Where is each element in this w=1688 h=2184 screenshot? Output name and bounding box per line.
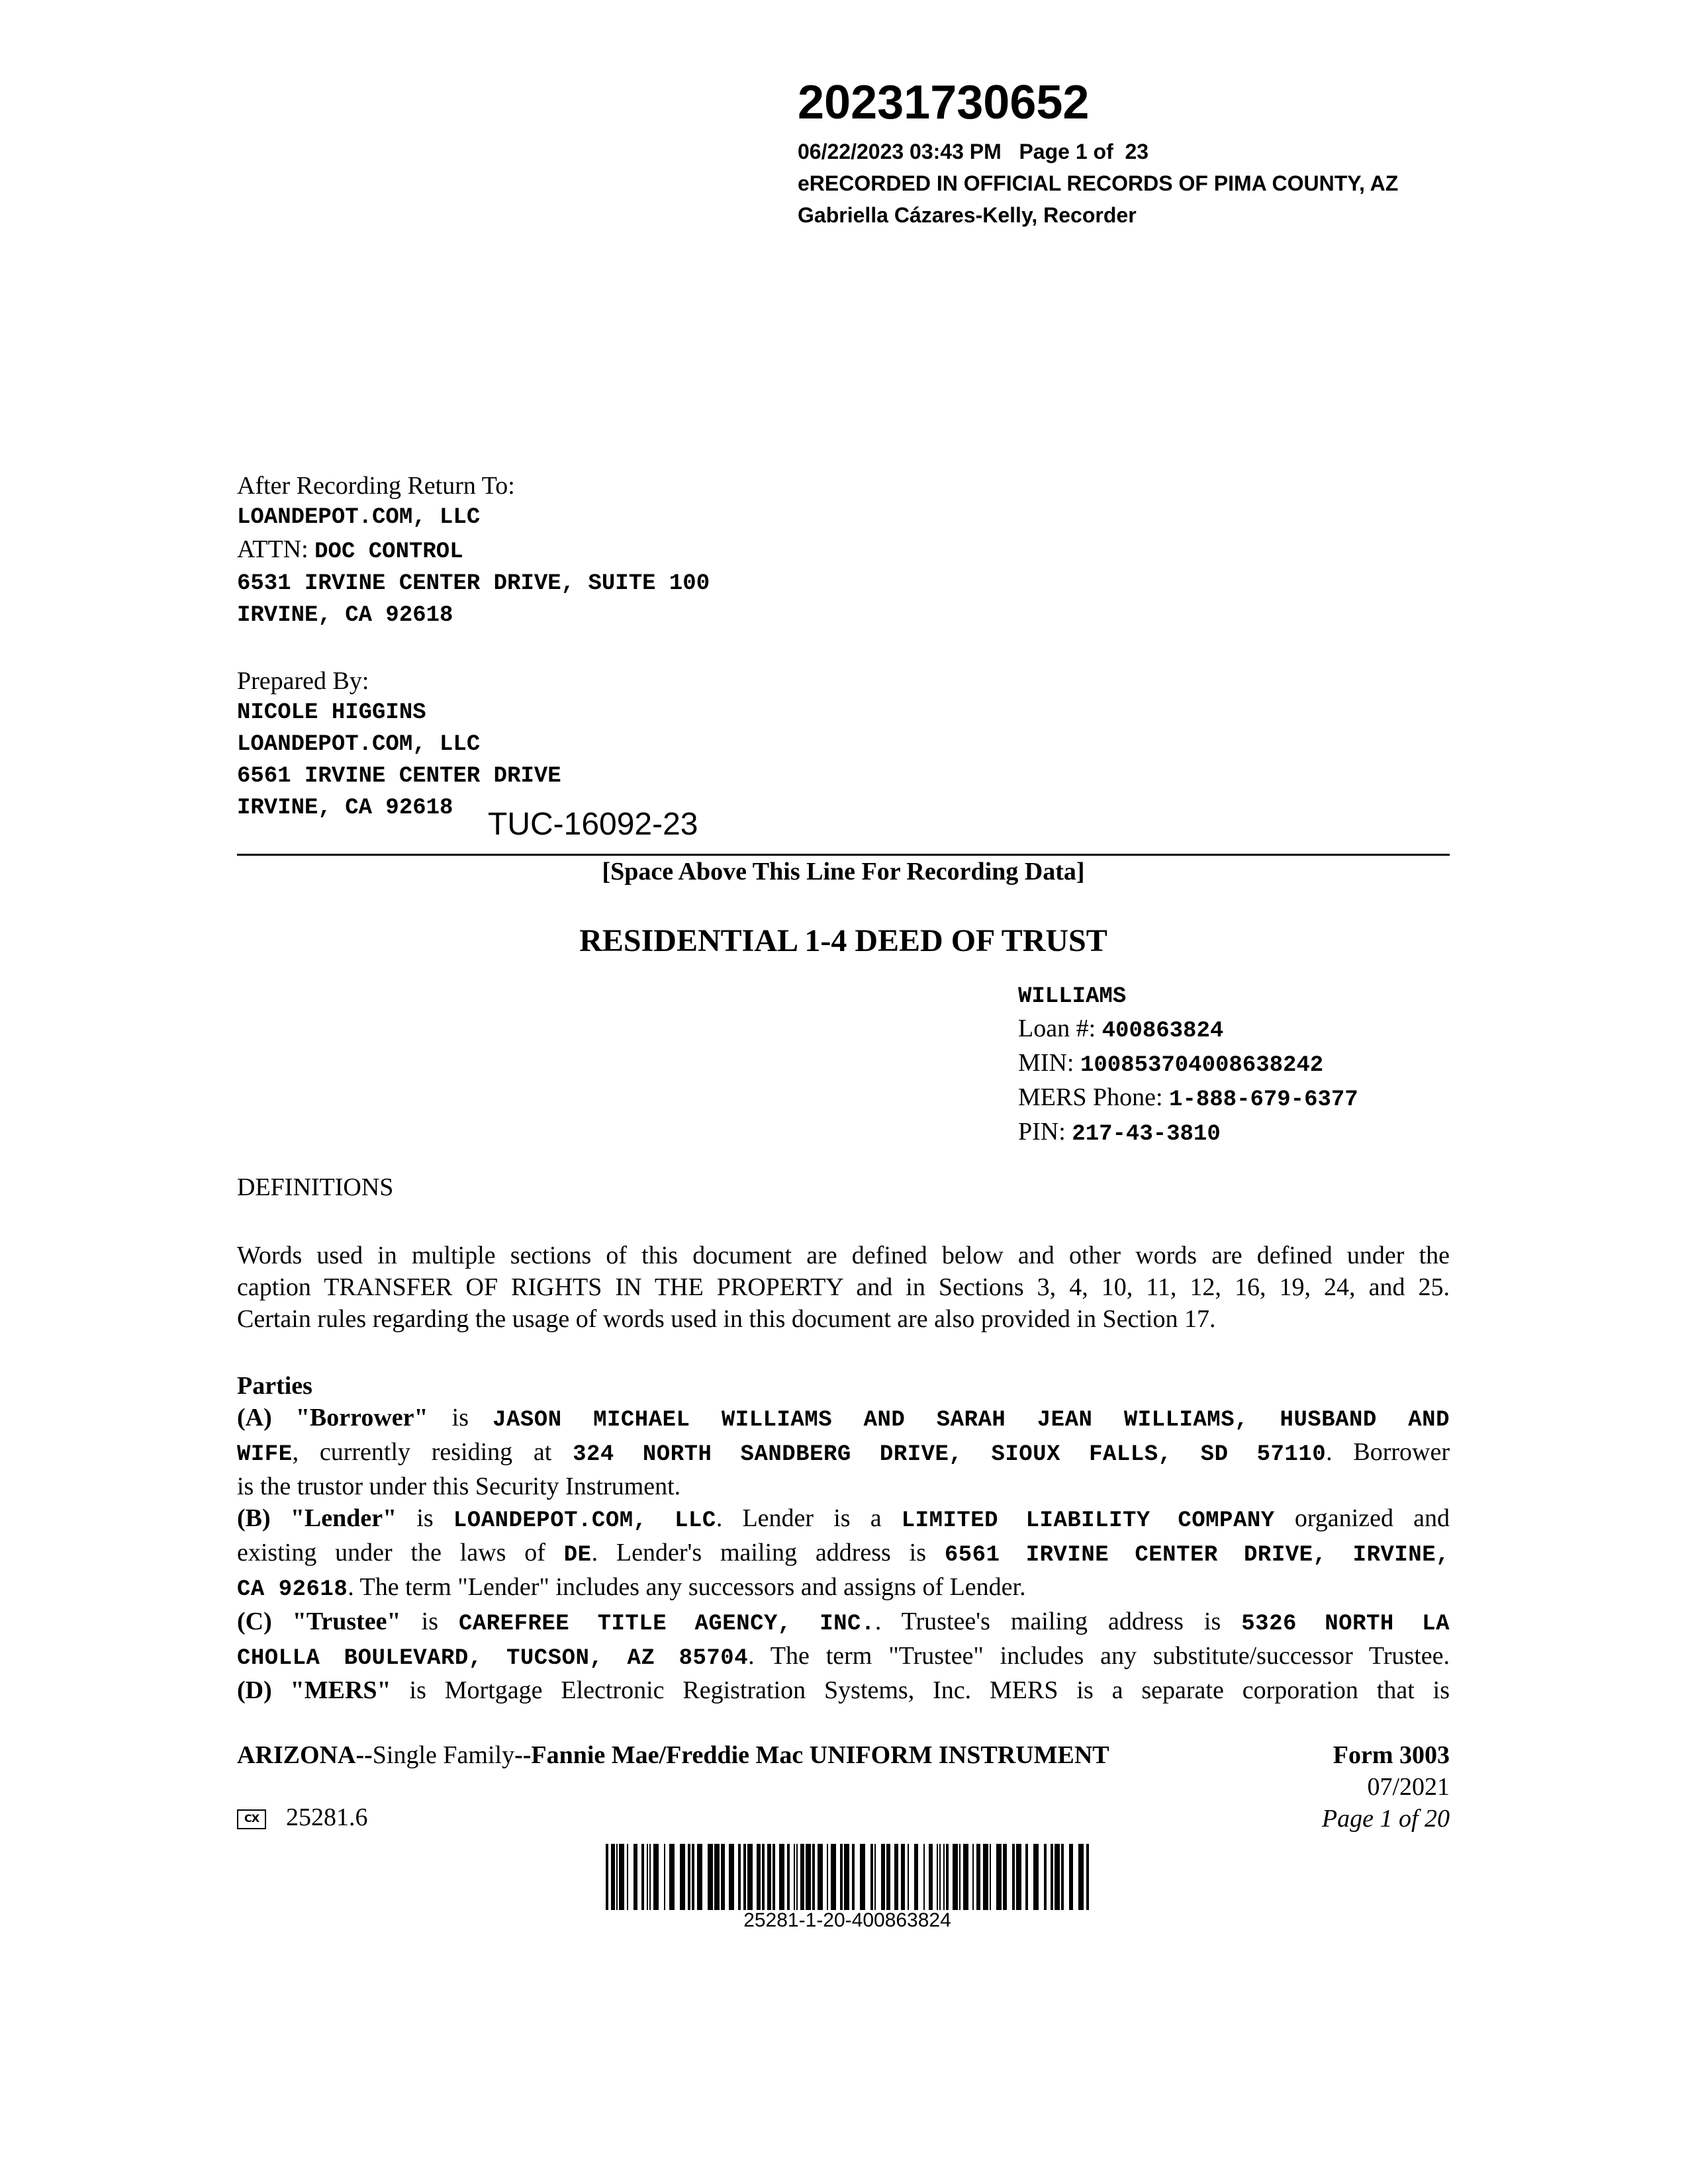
- prepared-by-city: IRVINE, CA 92618: [237, 796, 453, 821]
- text-fragment: is: [397, 1504, 453, 1532]
- prepared-by-company: LOANDEPOT.COM, LLC: [237, 732, 481, 757]
- mers-label: (D) "MERS": [237, 1676, 391, 1704]
- recording-number: 20231730652: [798, 76, 1090, 129]
- lender-state: DE: [563, 1543, 592, 1568]
- trustee-name: CAREFREE TITLE AGENCY, INC.: [458, 1612, 875, 1637]
- mers-phone-row: [1018, 1081, 1358, 1116]
- form-date: 07/2021: [1367, 1773, 1450, 1801]
- party-a-line: is the trustor under this Security Instrument.: [237, 1473, 681, 1500]
- space-above-note: [Space Above This Line For Recording Data]: [602, 858, 1085, 886]
- form-instrument-title: [237, 1739, 1109, 1771]
- barcode-number: 25281-1-20-400863824: [743, 1909, 951, 1931]
- prepared-by-heading: Prepared By:: [237, 667, 369, 695]
- borrower-address: 324 NORTH SANDBERG DRIVE, SIOUX FALLS, SD 57110: [573, 1442, 1327, 1467]
- return-to-block: [237, 470, 710, 631]
- mers-phone: 1-888-679-6377: [1169, 1087, 1358, 1113]
- party-a-line: [237, 1402, 1450, 1436]
- return-to-attn: [237, 533, 710, 568]
- pin-value: 217-43-3810: [1072, 1122, 1221, 1147]
- lender-entity-type: LIMITED LIABILITY COMPANY: [901, 1508, 1275, 1533]
- lender-address-cont: CA 92618: [237, 1577, 348, 1602]
- definitions-intro: [237, 1240, 1450, 1335]
- text-fragment: . Lender's mailing address is: [591, 1539, 945, 1567]
- parties-definitions: [237, 1402, 1450, 1706]
- text-fragment: is: [400, 1608, 459, 1635]
- return-to-company: LOANDEPOT.COM, LLC: [237, 505, 481, 530]
- attn-value: DOC CONTROL: [314, 539, 463, 565]
- text-fragment: . The term "Trustee" includes any substitute/successor Trustee.: [748, 1642, 1450, 1670]
- prepared-by-street: 6561 IRVINE CENTER DRIVE: [237, 764, 561, 789]
- parties-heading: Parties: [237, 1372, 312, 1400]
- party-a-line: [237, 1436, 1450, 1471]
- cx-logo-icon: CX: [237, 1809, 266, 1829]
- trustee-address-cont: CHOLLA BOULEVARD, TUCSON, AZ 85704: [237, 1646, 749, 1671]
- loan-info-block: [1018, 981, 1358, 1150]
- recording-office: eRECORDED IN OFFICIAL RECORDS OF PIMA COUNTY, AZ: [798, 171, 1399, 195]
- lender-label: (B) "Lender": [237, 1504, 397, 1532]
- prepared-by-name: NICOLE HIGGINS: [237, 700, 426, 725]
- recording-date-page: 06/22/2023 03:43 PM Page 1 of 23: [798, 140, 1149, 163]
- party-c-line: [237, 1640, 1450, 1674]
- text-fragment: existing under the laws of: [237, 1539, 564, 1567]
- text-fragment: . Lender is a: [716, 1504, 902, 1532]
- barcode-icon: [606, 1844, 1089, 1910]
- attn-label: ATTN:: [237, 535, 315, 563]
- definitions-heading: DEFINITIONS: [237, 1173, 394, 1201]
- form-state: ARIZONA--: [237, 1741, 373, 1769]
- loan-number: 400863824: [1102, 1019, 1224, 1044]
- order-reference-number: TUC-16092-23: [488, 807, 698, 842]
- return-to-street: 6531 IRVINE CENTER DRIVE, SUITE 100: [237, 571, 710, 596]
- form-info: [1322, 1739, 1450, 1835]
- definitions-intro-line: caption TRANSFER OF RIGHTS IN THE PROPERTY and in Sections 3, 4, 10, 11, 12, 16, 19, 24, and 25.: [237, 1273, 1450, 1301]
- form-family: Single Family: [372, 1741, 515, 1769]
- pin-row: [1018, 1116, 1358, 1150]
- return-to-city: IRVINE, CA 92618: [237, 603, 453, 628]
- party-c-line: [237, 1606, 1450, 1640]
- text-fragment: organized and: [1274, 1504, 1450, 1532]
- document-title: RESIDENTIAL 1-4 DEED OF TRUST: [579, 923, 1107, 958]
- loan-number-label: Loan #:: [1018, 1015, 1102, 1042]
- text-fragment: . Trustee's mailing address is: [874, 1608, 1242, 1635]
- party-b-line: [237, 1571, 1450, 1606]
- return-to-heading: After Recording Return To:: [237, 472, 515, 500]
- text-fragment: . The term "Lender" includes any successors and assigns of Lender.: [348, 1573, 1026, 1601]
- trustee-label: (C) "Trustee": [237, 1608, 401, 1635]
- trustee-address: 5326 NORTH LA: [1241, 1612, 1450, 1637]
- text-fragment: is Mortgage Electronic Registration Systems, Inc. MERS is a separate corporation that is: [391, 1676, 1450, 1704]
- page-indicator: Page 1 of 20: [1321, 1805, 1450, 1833]
- pin-label: PIN:: [1018, 1118, 1072, 1146]
- borrower-label: (A) "Borrower": [237, 1404, 428, 1432]
- party-b-line: [237, 1502, 1450, 1537]
- prepared-by-block: [237, 665, 561, 824]
- min-label: MIN:: [1018, 1049, 1080, 1077]
- min-value: 100853704008638242: [1080, 1053, 1324, 1078]
- form-code: [237, 1801, 368, 1833]
- borrower-surname: WILLIAMS: [1018, 984, 1127, 1009]
- borrower-name-cont: WIFE: [237, 1442, 293, 1467]
- mers-phone-label: MERS Phone:: [1018, 1083, 1170, 1111]
- form-number: Form 3003: [1333, 1741, 1450, 1769]
- form-instrument: --Fannie Mae/Freddie Mac UNIFORM INSTRUMENT: [514, 1741, 1109, 1769]
- form-code-value: 25281.6: [286, 1803, 368, 1831]
- definitions-intro-line: Certain rules regarding the usage of words used in this document are also provided in Section 17.: [237, 1305, 1216, 1333]
- text-fragment: . Borrower: [1326, 1438, 1450, 1466]
- text-fragment: , currently residing at: [292, 1438, 573, 1466]
- party-b-line: [237, 1537, 1450, 1571]
- borrower-name: JASON MICHAEL WILLIAMS AND SARAH JEAN WILLIAMS, HUSBAND AND: [492, 1408, 1450, 1433]
- definitions-intro-line: Words used in multiple sections of this document are defined below and other words are defined under the: [237, 1242, 1450, 1269]
- recorder-name: Gabriella Cázares-Kelly, Recorder: [798, 203, 1137, 227]
- min-row: [1018, 1047, 1358, 1081]
- lender-name: LOANDEPOT.COM, LLC: [453, 1508, 716, 1533]
- loan-number-row: [1018, 1013, 1358, 1047]
- party-d-line: [237, 1674, 1450, 1706]
- text-fragment: is: [428, 1404, 493, 1432]
- lender-address: 6561 IRVINE CENTER DRIVE, IRVINE,: [944, 1543, 1450, 1568]
